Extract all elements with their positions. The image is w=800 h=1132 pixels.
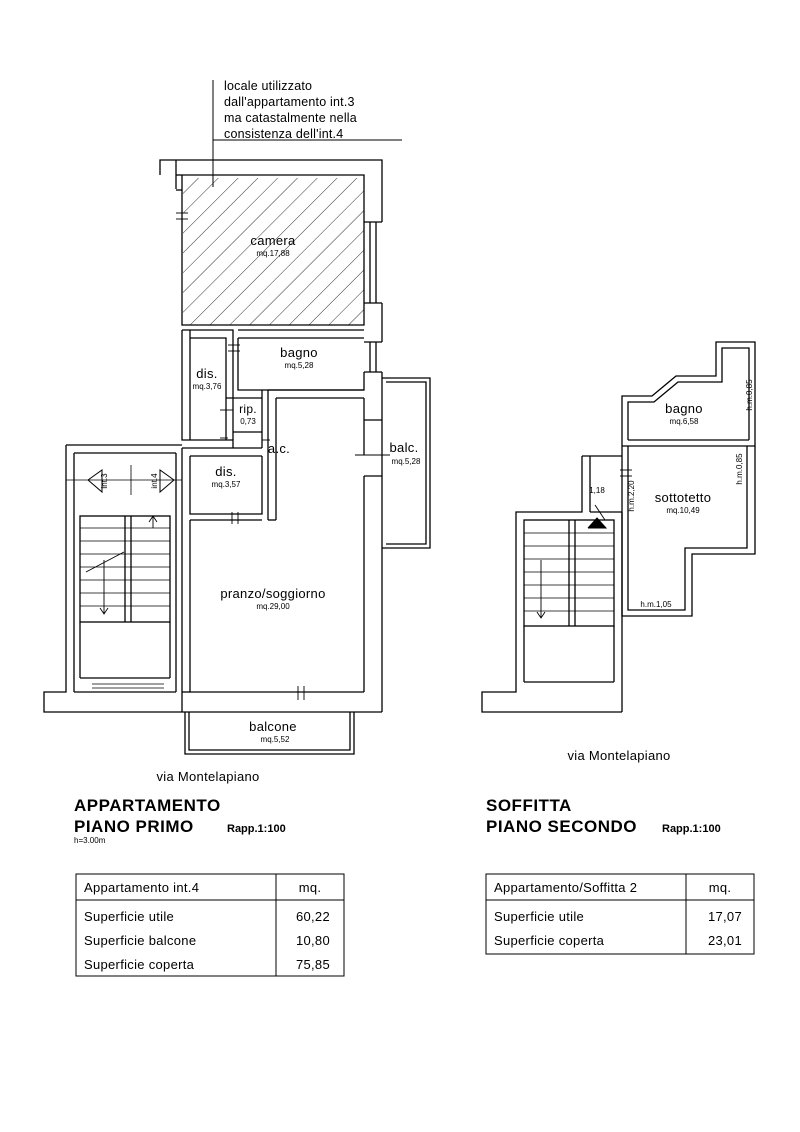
room-bagno2-area: mq.6,58 xyxy=(669,417,699,426)
table1-header-label: Appartamento int.4 xyxy=(84,880,200,895)
room-bagno-area: mq.5,28 xyxy=(284,361,314,370)
table2-row1-value: 17,07 xyxy=(707,909,742,924)
plan-primo xyxy=(44,160,430,754)
note-line-4: consistenza dell'int.4 xyxy=(224,127,344,141)
note-line-2: dall'appartamento int.3 xyxy=(224,95,355,109)
table1-row1-value: 60,22 xyxy=(295,909,330,924)
height-label-4: h.m.1,05 xyxy=(640,600,672,609)
room-camera-area: mq.17,88 xyxy=(256,249,290,258)
scale-primo: Rapp.1:100 xyxy=(227,823,286,835)
street-label-2: via Montelapiano xyxy=(567,748,671,763)
table-secondo xyxy=(486,874,754,954)
table2-row2-value: 23,01 xyxy=(707,933,742,948)
room-dis-upper-area: mq.3,76 xyxy=(192,382,222,391)
room-camera-label: camera xyxy=(250,233,296,248)
note-annotation xyxy=(213,79,402,187)
note-line-3: ma catastalmente nella xyxy=(224,111,357,125)
table2-row1-label: Superficie utile xyxy=(494,909,585,924)
room-balcone-area: mq.5,52 xyxy=(260,735,290,744)
label-int3: int.3 xyxy=(100,473,109,489)
table2-header-unit: mq. xyxy=(708,880,732,895)
room-dis-lower-label: dis. xyxy=(215,464,237,479)
height-label-2: h.m.0,85 xyxy=(735,453,744,485)
height-primo: h=3.00m xyxy=(74,836,106,845)
room-soggiorno-label: pranzo/soggiorno xyxy=(220,586,326,601)
title-secondo-line2: PIANO SECONDO xyxy=(486,817,638,836)
table2-header-label: Appartamento/Soffitta 2 xyxy=(494,880,638,895)
table-primo xyxy=(76,874,344,976)
height-label-1: h.m.0,85 xyxy=(745,379,754,411)
table1-row2-value: 10,80 xyxy=(295,933,330,948)
table2-row2-label: Superficie coperta xyxy=(494,933,605,948)
room-balc-label: balc. xyxy=(389,440,419,455)
street-label-1: via Montelapiano xyxy=(156,769,260,784)
title-primo-line2: PIANO PRIMO xyxy=(74,817,194,836)
title-primo-line1: APPARTAMENTO xyxy=(74,796,221,815)
note-line-1: locale utilizzato xyxy=(224,79,313,93)
room-balcone-label: balcone xyxy=(249,719,297,734)
plan-secondo-labels xyxy=(486,379,754,836)
table1-row3-label: Superficie coperta xyxy=(84,957,195,972)
table1-header-unit: mq. xyxy=(298,880,322,895)
room-rip-label: rip. xyxy=(239,402,257,416)
dimension-label: 1,18 xyxy=(589,486,605,495)
room-soggiorno-area: mq.29,00 xyxy=(256,602,290,611)
room-bagno-label: bagno xyxy=(280,345,318,360)
room-balc-area: mq.5,28 xyxy=(391,457,421,466)
table1-row2-label: Superficie balcone xyxy=(84,933,197,948)
plan-secondo xyxy=(482,342,755,712)
room-ac-label: a.c. xyxy=(267,441,291,456)
title-secondo-line1: SOFFITTA xyxy=(486,796,572,815)
room-bagno2-label: bagno xyxy=(665,401,703,416)
room-rip-area: 0,73 xyxy=(240,417,256,426)
height-label-3: h.m.2,20 xyxy=(627,480,636,512)
table1-row3-value: 75,85 xyxy=(295,957,330,972)
room-sottotetto-label: sottotetto xyxy=(654,490,712,505)
room-sottotetto-area: mq.10,49 xyxy=(666,506,700,515)
table1-row1-label: Superficie utile xyxy=(84,909,175,924)
room-dis-lower-area: mq.3,57 xyxy=(211,480,241,489)
room-dis-upper-label: dis. xyxy=(196,366,218,381)
label-int4: int.4 xyxy=(150,473,159,489)
scale-secondo: Rapp.1:100 xyxy=(662,823,721,835)
